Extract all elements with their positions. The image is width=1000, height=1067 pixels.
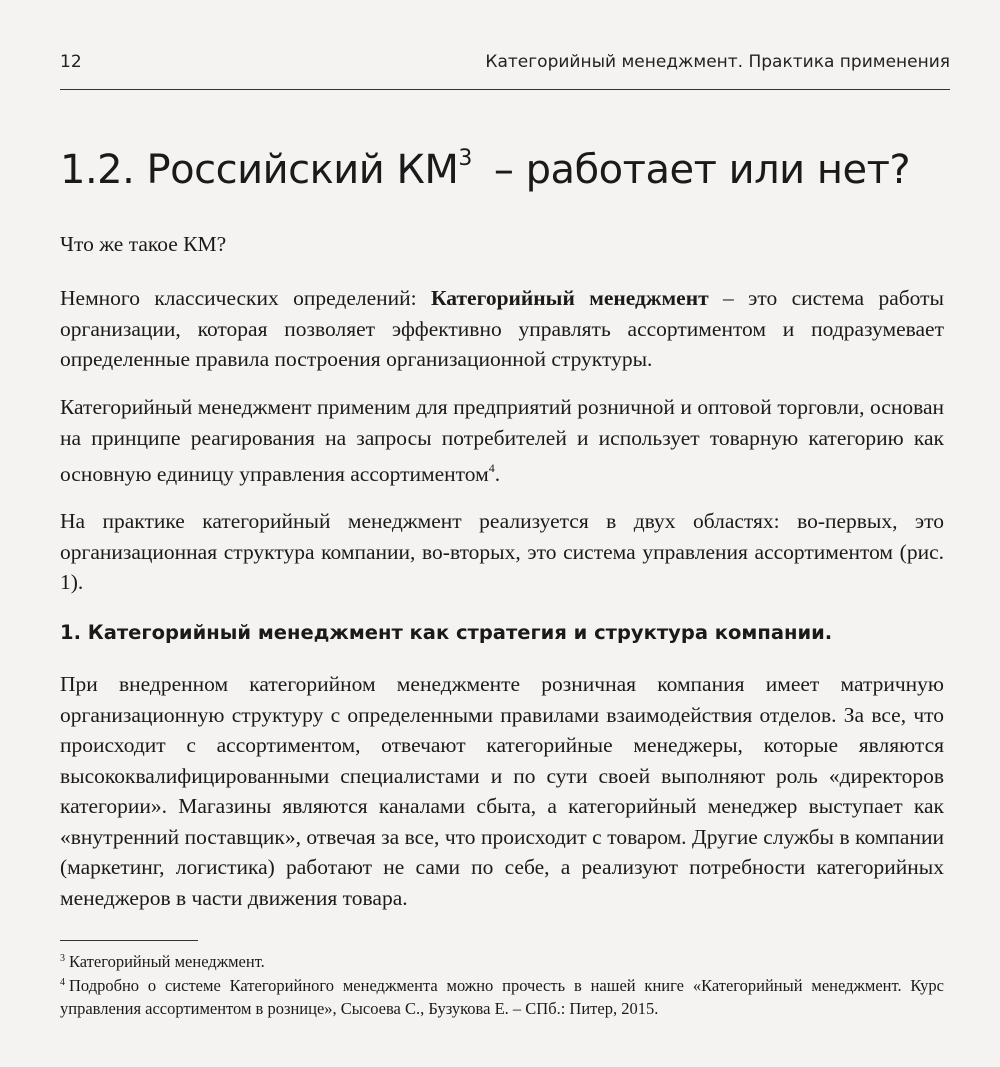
footnote-3-text: Категорийный менеджмент.: [69, 952, 265, 971]
definition-term: Категорийный менеджмент: [430, 286, 709, 310]
footnote-4-ref: 4: [60, 977, 65, 988]
page-number: 12: [60, 52, 82, 72]
footnote-4: [60, 971, 944, 1020]
paragraph-matrix-structure: При внедренном категорийном менеджменте розничная компания имеет матричную организационную структуру с определенными правилами взаимодействия отделов. За все, что происходит с ассортиментом, отвечают категорийные менеджеры, которые являются высококвалифицированными специалистами и по сути своей выполняют роль «директоров категории». Магазины являются каналами сбыта, а категорийный менеджер выступает как «внутренний поставщик», отвечая за все, что происходит с товаром. Другие службы в компании (маркетинг, логистика) работают не сами по себе, а реализуют потребности категорийных менеджеров в части движения товара.: [60, 672, 944, 910]
section-title-main: 1.2. Российский КМ: [60, 147, 459, 193]
footnote-4-text: Подробно о системе Категорийного менеджмента можно прочесть в нашей книге «Категорийный менеджмент. Курс управления ассортиментом в рознице», Сысоева С., Бузукова Е. – СПб.: Питер, 2015.: [60, 976, 944, 1018]
section-title-footnote-ref: 3: [458, 146, 472, 171]
section-title-suffix: – работает или нет?: [493, 147, 911, 193]
application-text: Категорийный менеджмент применим для предприятий розничной и оптовой торговли, основан на принципе реагирования на запросы потребителей и использует товарную категорию как основную единицу управления ассортиментом: [60, 395, 944, 486]
footnote-ref-4: 4: [488, 461, 495, 475]
paragraph-application: Категорийный менеджмент применим для предприятий розничной и оптовой торговли, основан на принципе реагирования на запросы потребителей и использует товарную категорию как основную единицу управления ассортиментом$^4$.: [60, 395, 944, 486]
running-title: Категорийный менеджмент. Практика применения: [485, 52, 950, 72]
header-divider: [60, 89, 950, 90]
section-title: [60, 146, 910, 193]
footnote-3-ref: 3: [60, 953, 65, 964]
paragraph-practice: На практике категорийный менеджмент реализуется в двух областях: во-первых, это организационная структура компании, во-вторых, это система управления ассортиментом (рис. 1).: [60, 509, 944, 594]
footnote-3: [60, 947, 944, 973]
subheading: 1. Категорийный менеджмент как стратегия и структура компании.: [60, 621, 833, 644]
definition-intro: Немного классических определений:: [60, 286, 431, 310]
paragraph-question: Что же такое КМ?: [60, 232, 227, 256]
footnote-divider: [60, 940, 198, 941]
page-header: [60, 48, 950, 78]
definition-rest: – это система работы организации, которая позволяет эффективно управлять ассортиментом и подразумевает определенные правила построения организационной структуры.: [60, 286, 944, 371]
paragraph-definition: [60, 283, 944, 375]
